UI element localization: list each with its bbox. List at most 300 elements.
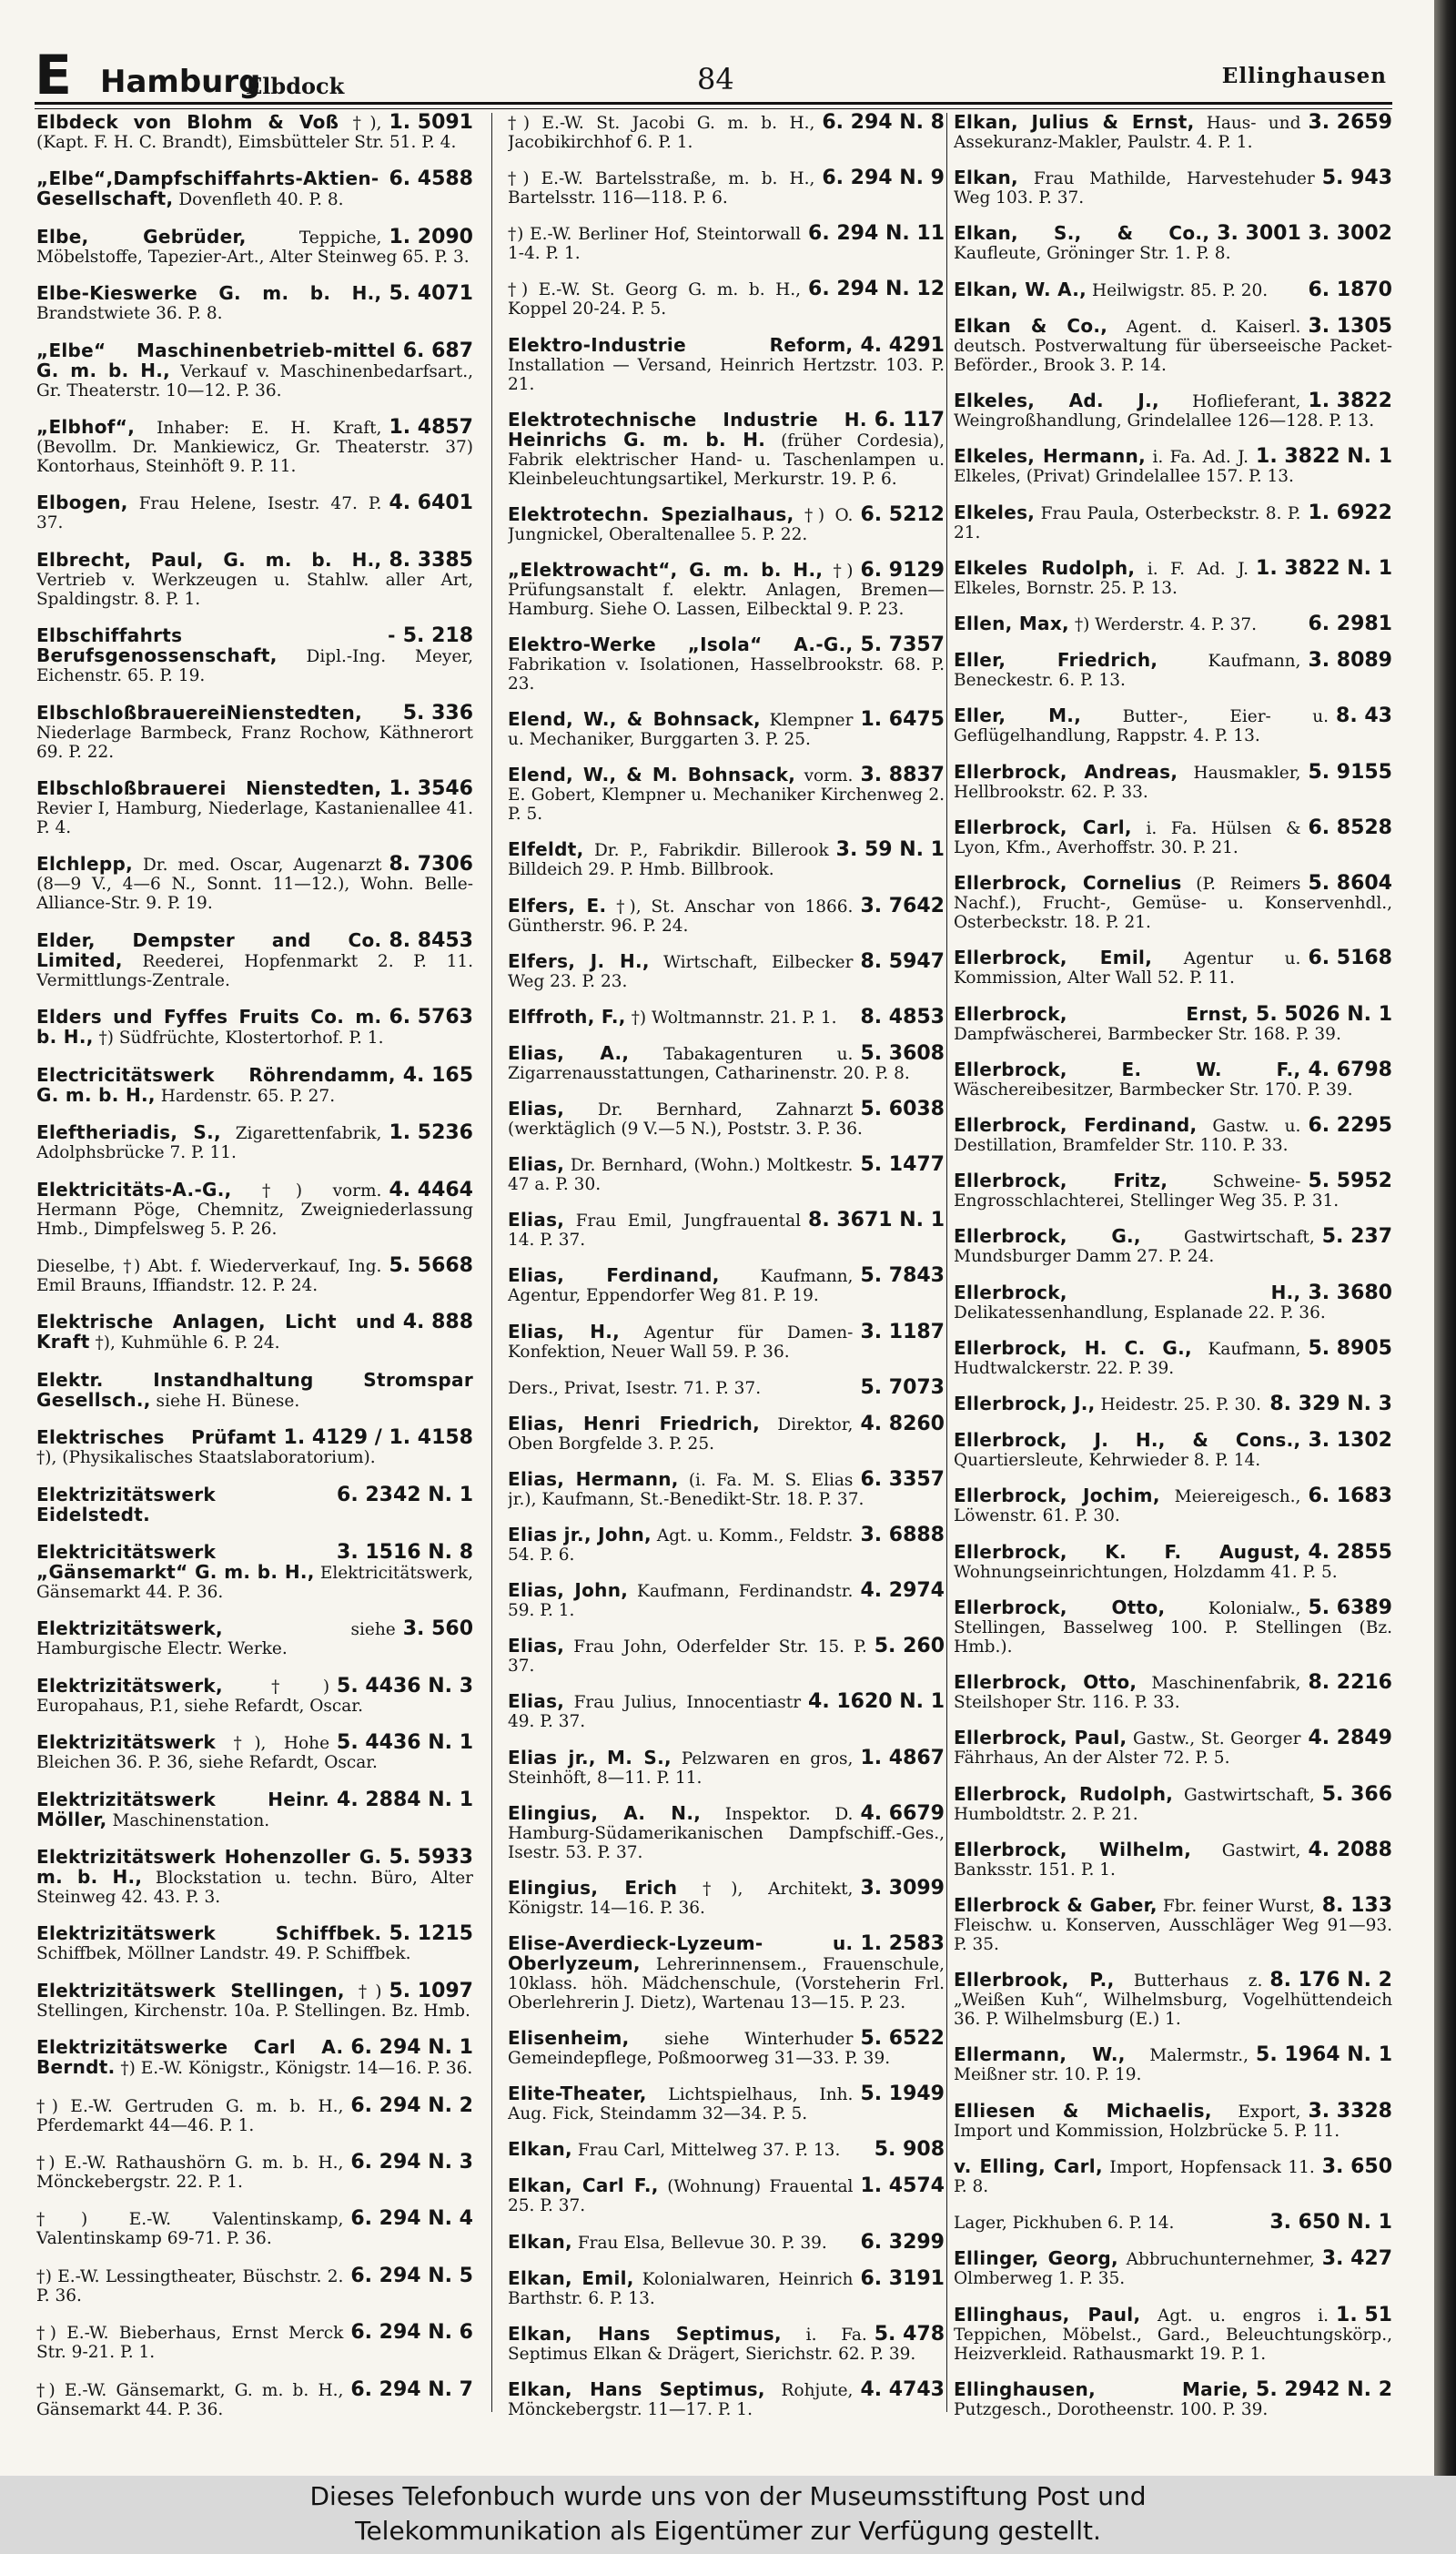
directory-entry	[36, 701, 473, 762]
last-entry-word: Ellinghausen	[1221, 64, 1387, 88]
directory-column-2	[508, 113, 945, 2419]
directory-entry	[36, 1123, 473, 1162]
directory-entry	[508, 1414, 945, 1454]
entry-name: Ellerbrock, J. H., & Cons.,	[954, 1429, 1301, 1452]
directory-entry	[508, 502, 945, 544]
phone-number: 8. 133	[1321, 1894, 1392, 1917]
directory-column-3	[954, 113, 1392, 2419]
entry-details: siehe Hamburgische Electr. Werke.	[36, 1620, 396, 1659]
entry-details: Installation — Versand, Heinrich Hertzstr. 103. P. 21.	[508, 355, 945, 394]
entry-details: Kaufmann, Hudtwalckerstr. 22. P. 39.	[954, 1339, 1301, 1378]
phone-number: 3. 3099	[860, 1876, 945, 1900]
entry-details: Dampfwäscherei, Barmbecker Str. 168. P. 39.	[954, 1024, 1341, 1044]
phone-number: 8. 43	[1336, 704, 1392, 728]
entry-details: †) E.-W. Gänsemarkt, G. m. b. H., Gänsemarkt 44. P. 36.	[36, 2380, 344, 2419]
directory-entry	[36, 1312, 473, 1353]
directory-entry	[954, 651, 1392, 690]
phone-number: 3. 1516 N. 8	[337, 1540, 473, 1564]
entry-details: siehe H. Bünese.	[156, 1391, 300, 1411]
directory-entry	[508, 1041, 945, 1083]
directory-entry	[954, 1113, 1392, 1155]
entry-name: Elbschiffahrts - Berufsgenossenschaft,	[36, 624, 396, 667]
phone-number: 6. 294 N. 5	[350, 2264, 473, 2287]
phone-number: 1. 4867	[860, 1746, 945, 1769]
directory-entry	[36, 1733, 473, 1772]
entry-details: Butterhaus z. „Weißen Kuh“, Wilhelmsburg, Vogelhüttendeich 36. P. Wilhelmsburg (E.) 1.	[954, 1971, 1392, 2030]
footer-line-2: Telekommunikation als Eigentümer zur Verfügung gestellt.	[355, 2516, 1101, 2546]
directory-entry	[954, 314, 1392, 375]
directory-entry	[36, 225, 473, 267]
entry-name: v. Elling, Carl,	[954, 2154, 1103, 2177]
phone-number: 6. 5763	[389, 1006, 473, 1029]
phone-number: 6. 3299	[860, 2230, 945, 2254]
directory-entry	[508, 1320, 945, 1362]
entry-name: Elbe-Kieswerke G. m. b. H.,	[36, 282, 382, 305]
entry-name: „Elbe“ Maschinenbetrieb-mittel G. m. b. H.,	[36, 339, 396, 381]
phone-number: 6. 5168	[1308, 947, 1392, 970]
column-divider	[946, 113, 947, 2412]
entry-details: Schiffbek, Möllner Landstr. 49. P. Schiffbek.	[36, 1944, 411, 1964]
directory-entry	[954, 224, 1392, 263]
entry-name: Elias, John,	[508, 1579, 629, 1602]
entry-details: Kolonialw., Stellingen, Basselweg 100. P. Stellingen (Bz. Hmb.).	[954, 1598, 1392, 1657]
directory-entry	[954, 1840, 1392, 1880]
directory-entry	[508, 113, 945, 152]
entry-name: Elkan, S., & Co.,	[954, 222, 1210, 245]
directory-entry	[36, 1790, 473, 1830]
directory-entry	[36, 855, 473, 913]
entry-name: Elbe, Gebrüder,	[36, 225, 247, 248]
entry-name: Elkeles Rudolph,	[954, 556, 1136, 579]
phone-number: 8. 2216	[1308, 1671, 1392, 1695]
entry-details: †) Südfrüchte, Klostertorhof. P. 1.	[98, 1029, 384, 1049]
entry-name: Ellerbrock, H. C. G.,	[954, 1336, 1192, 1359]
entry-details: Dr. Bernhard, (Wohn.) Moltkestr. 47 a. P. 30.	[508, 1156, 854, 1195]
phone-number: 5. 4436 N. 1	[337, 1731, 473, 1755]
entry-name: Ellerbrock, Otto,	[954, 1596, 1166, 1618]
phone-number: 3. 650	[1321, 2154, 1392, 2178]
directory-entry	[36, 548, 473, 609]
phone-number: 5. 908	[874, 2138, 945, 2162]
phone-number: 5. 336	[402, 701, 473, 725]
phone-number: 8. 5947	[860, 949, 945, 973]
phone-number: 5. 8604	[1308, 872, 1392, 896]
entry-details: Frau Mathilde, Harvestehuder Weg 103. P. 37.	[954, 169, 1315, 208]
entry-details: Kaufmann, Ferdinandstr. 59. P. 1.	[508, 1582, 854, 1621]
entry-name: Ellinger, Georg,	[954, 2247, 1118, 2270]
entry-details: Schweine-Engrosschlachterei, Stellinger Weg 35. P. 31.	[954, 1172, 1340, 1211]
directory-entry	[36, 1008, 473, 1048]
phone-number: 3. 59 N. 1	[835, 838, 945, 862]
directory-column-1	[36, 113, 473, 2419]
entry-name: Elingius, A. N.,	[508, 1801, 702, 1824]
phone-number: 5. 260	[874, 1635, 945, 1658]
entry-name: Ellinghaus, Paul,	[954, 2303, 1141, 2326]
directory-entry	[508, 1375, 945, 1399]
phone-number: 4. 6401	[389, 492, 473, 515]
entry-name: Elektr. Instandhaltung Stromspar Gesellsch.,	[36, 1368, 473, 1411]
entry-details: Dr. Bernhard, Zahnarzt (werktäglich (9 V.—5 N.), Poststr. 3. P. 36.	[508, 1100, 863, 1139]
entry-details: Agt. u. Komm., Feldstr. 54. P. 6.	[508, 1526, 854, 1565]
entry-name: Elektrische Anlagen, Licht und Kraft	[36, 1311, 396, 1353]
entry-name: Elkan, W. A.,	[954, 278, 1087, 300]
phone-number: 4. 2088	[1308, 1838, 1392, 1861]
phone-number: 6. 9129	[860, 558, 945, 582]
phone-number: 3. 3001 3. 3002	[1217, 222, 1392, 246]
directory-entry	[508, 279, 945, 319]
phone-number: 3. 2659	[1308, 113, 1392, 134]
directory-entry	[36, 1924, 473, 1963]
phone-number: 6. 294 N. 7	[350, 2377, 473, 2401]
entry-name: Ellerbrock & Gaber,	[954, 1894, 1158, 1916]
phone-number: 3. 560	[402, 1617, 473, 1641]
directory-entry	[954, 1227, 1392, 1266]
entry-details: †), Kuhmühle 6. P. 24.	[95, 1333, 280, 1353]
directory-entry	[36, 493, 473, 532]
entry-details: Haus- und Assekuranz-Makler, Paulstr. 4. P. 1.	[954, 114, 1301, 152]
entry-details: i. Fa. Septimus Elkan & Drägert, Sierichstr. 62. P. 39.	[508, 2325, 916, 2364]
entry-details: Maschinenfabrik, Steilshoper Str. 116. P. 33.	[954, 1674, 1301, 1713]
phone-number: 4. 2855	[1308, 1540, 1392, 1564]
phone-number: 5. 1477	[860, 1153, 945, 1177]
entry-details: (P. Reimers Nachf.), Frucht-, Gemüse- u. Konservenhdl., Osterbeckstr. 18. P. 21.	[954, 875, 1392, 933]
entry-details: Delikatessenhandlung, Esplanade 22. P. 36.	[954, 1302, 1326, 1323]
phone-number: 4. 6679	[860, 1801, 945, 1825]
phone-number: 8. 3671 N. 1	[808, 1209, 945, 1232]
directory-entry	[36, 2038, 473, 2078]
directory-entry	[36, 1540, 473, 1602]
entry-details: vorm. E. Gobert, Klempner u. Mechaniker Kirchenweg 2. P. 5.	[508, 766, 945, 825]
entry-name: Elektrizitätswerk Hohenzoller G. m. b. H.,	[36, 1845, 382, 1888]
phone-number: 5. 6389	[1308, 1596, 1392, 1619]
phone-number: 1. 3822	[1308, 390, 1392, 413]
entry-name: Elder, Dempster and Co. Limited,	[36, 928, 382, 971]
phone-number: 5. 1215	[389, 1922, 473, 1946]
entry-details: Dr. med. Oscar, Augenarzt (8—9 V., 4—6 N., Sonnt. 11—12.), Wohn. Belle-Alliance-Str. 9. P. 19.	[36, 856, 473, 914]
phone-number: 1. 6922	[1308, 501, 1392, 524]
entry-details: Lichtspielhaus, Inh. Aug. Fick, Steindamm 32—34. P. 5.	[508, 2085, 854, 2124]
entry-details: †) Werderstr. 4. P. 37.	[1074, 614, 1258, 634]
directory-entry	[954, 503, 1392, 542]
entry-details: Ders., Privat, Isestr. 71. P. 37.	[508, 1378, 762, 1398]
entry-details: (Wohnung) Frauental 25. P. 37.	[508, 2177, 854, 2216]
entry-name: Elkan, Julius & Ernst,	[954, 113, 1195, 133]
directory-entry	[954, 1060, 1392, 1100]
phone-number: 4. 2974	[860, 1579, 945, 1603]
entry-name: Elias jr., John,	[508, 1524, 652, 1546]
header-rule	[35, 102, 1392, 105]
entry-details: Blockstation u. techn. Büro, Alter Steinweg 42. 43. P. 3.	[36, 1868, 473, 1907]
entry-name: Elias,	[508, 1153, 565, 1176]
directory-entry	[954, 1171, 1392, 1211]
directory-entry	[954, 2249, 1392, 2288]
entry-details: Frau Helene, Isestr. 47. P. 37.	[36, 494, 382, 533]
phone-number: 5. 3608	[860, 1041, 945, 1065]
phone-number: 6. 294 N. 8	[822, 113, 945, 134]
city-title: Hamburg	[100, 64, 261, 100]
entry-details: †), Architekt, Königstr. 14—16. P. 36.	[508, 1879, 854, 1918]
directory-entry	[954, 1431, 1392, 1470]
entry-name: Ellerbrock, Ferdinand,	[954, 1113, 1198, 1136]
entry-details: †), (Kapt. F. H. C. Brandt), Eimsbütteler Str. 51. P. 4.	[36, 114, 457, 152]
phone-number: 5. 7843	[860, 1264, 945, 1288]
phone-number: 1. 3822 N. 1	[1256, 556, 1392, 580]
directory-entry	[954, 2303, 1392, 2364]
directory-entry	[508, 2322, 945, 2364]
entry-details: Agentur u. Kommission, Alter Wall 52. P. 11.	[954, 949, 1301, 988]
entry-details: (früher Cordesia), Fabrik elektrischer Hand- u. Taschenlampen u. Kleinbeleuchtungsartikel, Merkurstr. 19. P. 6.	[508, 431, 945, 489]
entry-name: Elise-Averdieck-Lyzeum- u. Oberlyzeum,	[508, 1931, 854, 1974]
phone-number: 6. 294 N. 6	[350, 2321, 473, 2345]
entry-details: Teppiche, Möbelstoffe, Tapezier-Art., Alter Steinweg 65. P. 3.	[36, 228, 470, 267]
directory-entry	[36, 169, 473, 209]
entry-name: Ellinghausen, Marie,	[954, 2377, 1249, 2400]
entry-name: Elias,	[508, 1635, 565, 1657]
phone-number: 6. 294 N. 3	[350, 2151, 473, 2174]
entry-details: Gastwirt, Banksstr. 151. P. 1.	[954, 1840, 1301, 1880]
phone-number: 5. 9155	[1308, 760, 1392, 784]
directory-entry	[36, 1674, 473, 1716]
entry-name: Elias, Henri Friedrich,	[508, 1412, 760, 1434]
entry-name: Ellerbrock, Emil,	[954, 947, 1153, 969]
entry-details: Pelzwaren en gros, Steinhöft, 8—11. P. 11.	[508, 1748, 854, 1788]
entry-name: Elisenheim,	[508, 2027, 630, 2049]
entry-details: Vertrieb v. Werkzeugen u. Stahlw. aller Art, Spaldingstr. 8. P. 1.	[36, 570, 473, 609]
entry-details: †) Prüfungsanstalt f. elektr. Anlagen, Bremen—Hamburg. Siehe O. Lassen, Eilbecktal 9. P. 23.	[508, 561, 945, 619]
phone-number: 5. 7073	[860, 1375, 945, 1399]
entry-details: Inspektor. D. Hamburg-Südamerikanischen Dampfschiff.-Ges., Isestr. 53. P. 37.	[508, 1804, 945, 1862]
entry-name: Ellerbrock, J.,	[954, 1393, 1096, 1415]
entry-name: Eller, Friedrich,	[954, 649, 1158, 672]
directory-entry	[36, 1428, 473, 1467]
phone-number: 6. 294 N. 1	[350, 2036, 473, 2060]
entry-name: Elingius, Erich	[508, 1876, 678, 1899]
phone-number: 6. 687	[402, 339, 473, 362]
entry-details: Gastwirtschaft, Humboldtstr. 2. P. 21.	[954, 1785, 1315, 1824]
directory-entry	[954, 818, 1392, 857]
entry-name: Elkeles, Hermann,	[954, 445, 1146, 468]
entry-name: Elias,	[508, 1690, 565, 1713]
directory-entry	[954, 874, 1392, 932]
phone-number: 5. 1949	[860, 2083, 945, 2106]
phone-number: 5. 943	[1321, 167, 1392, 190]
phone-number: 3. 1187	[860, 1320, 945, 1343]
phone-number: 6. 294 N. 2	[350, 2093, 473, 2117]
entry-name: ElbschloßbrauereiNienstedten,	[36, 701, 362, 724]
directory-entry	[36, 1253, 473, 1295]
entry-details: Direktor, Oben Borgfelde 3. P. 25.	[508, 1414, 854, 1454]
entry-details: Kaufmann, Beneckestr. 6. P. 13.	[954, 652, 1301, 691]
entry-name: Elektro-Werke „Isola“ A.-G.,	[508, 633, 854, 655]
directory-entry	[508, 1467, 945, 1509]
entry-name: Elfers, E.	[508, 894, 607, 917]
phone-number: 5. 6522	[860, 2027, 945, 2050]
entry-details: Quartiersleute, Kehrwieder 8. P. 14.	[954, 1451, 1261, 1471]
entry-name: Elektrizitätswerk Eidelstedt.	[36, 1483, 216, 1525]
directory-entry	[36, 1368, 473, 1411]
phone-number: 4. 888	[402, 1311, 473, 1334]
directory-entry	[36, 928, 473, 990]
phone-number: 1. 4574	[860, 2174, 945, 2198]
entry-details: i. F. Ad. J. Elkeles, Bornstr. 25. P. 13.	[954, 559, 1249, 598]
directory-entry	[954, 614, 1392, 634]
entry-name: Eleftheriadis, S.,	[36, 1121, 221, 1144]
directory-entry	[954, 1002, 1392, 1044]
entry-details: Dipl.-Ing. Meyer, Eichenstr. 65. P. 19.	[36, 647, 473, 686]
first-entry-word: Elbdock	[246, 73, 345, 99]
directory-entry	[954, 2213, 1392, 2233]
entry-name: Elkan, Emil,	[508, 2266, 634, 2289]
entry-name: Elkan, Hans Septimus,	[508, 2377, 765, 2400]
entry-name: Elektricitätswerk „Gänsemarkt“ G. m. b. H.,	[36, 1540, 315, 1583]
phone-number: 1. 4857	[389, 416, 473, 440]
phone-number: 3. 8837	[860, 764, 945, 787]
entry-details: Gastwirtschaft, Mundsburger Damm 27. P. 24.	[954, 1228, 1315, 1267]
phone-number: 5. 237	[1321, 1225, 1392, 1249]
entry-name: Elias, H.,	[508, 1320, 621, 1343]
entry-name: Ellerbrock, G.,	[954, 1225, 1141, 1248]
phone-number: 5. 218	[402, 624, 473, 648]
directory-entry	[36, 1178, 473, 1239]
phone-number: 3. 427	[1321, 2247, 1392, 2271]
phone-number: 4. 8260	[860, 1412, 945, 1435]
entry-details: †) O. Jungnickel, Oberaltenallee 5. P. 22.	[508, 505, 854, 544]
directory-entry	[508, 1525, 945, 1565]
entry-details: Wohnungseinrichtungen, Holzdamm 41. P. 5.	[954, 1562, 1338, 1582]
entry-name: Elite-Theater,	[508, 2083, 647, 2105]
entry-name: Elkan, Hans Septimus,	[508, 2322, 782, 2345]
directory-entry	[954, 1896, 1392, 1954]
directory-entry	[954, 168, 1392, 208]
entry-name: Elektrizitätswerk Heinr. Möller,	[36, 1788, 330, 1830]
directory-entry	[508, 2029, 945, 2068]
entry-name: Elkan, Carl F.,	[508, 2174, 659, 2197]
entry-details: †), (Physikalisches Staatslaboratorium).	[36, 1448, 376, 1468]
phone-number: 3. 6888	[860, 1524, 945, 1546]
entry-details: Meiereigesch., Löwenstr. 61. P. 30.	[954, 1487, 1301, 1526]
phone-number: 5. 7357	[860, 633, 945, 656]
entry-name: Elkan,	[954, 167, 1018, 189]
entry-name: Elkan & Co.,	[954, 314, 1108, 337]
entry-details: Elektricitätswerk, Gänsemarkt 44. P. 36.	[36, 1563, 473, 1602]
phone-number: 6. 5212	[860, 502, 945, 526]
entry-name: Electricitätswerk Röhrendamm, G. m. b. H.,	[36, 1063, 396, 1106]
entry-details: Hausmakler, Hellbrookstr. 62. P. 33.	[954, 763, 1301, 802]
entry-details: Agt. u. engros i. Teppichen, Möbelst., Gard., Beleuchtungskörp., Heizverkleid. Rathausmarkt 19. P. 1.	[954, 2306, 1392, 2364]
entry-name: Elend, W., & M. Bohnsack,	[508, 764, 796, 786]
directory-entry	[954, 2377, 1392, 2419]
entry-details: †) Woltmannstr. 21. P. 1.	[631, 1008, 837, 1028]
entry-name: Elfers, J. H.,	[508, 949, 650, 972]
entry-details: Dr. P., Fabrikdir. Billerook Billdeich 29. P. Hmb. Billbrook.	[508, 841, 829, 880]
entry-name: Ellerbrock, Carl,	[954, 816, 1132, 838]
entry-details: Maschinenstation.	[112, 1810, 270, 1830]
entry-details: i. Fa. Ad. J. Elkeles, (Privat) Grindelallee 157. P. 13.	[954, 448, 1294, 487]
header-rule-thin	[35, 108, 1392, 109]
entry-details: Revier I, Hamburg, Niederlage, Kastanienallee 41. P. 4.	[36, 799, 473, 838]
directory-entry	[954, 1283, 1392, 1323]
entry-name: Elend, W., & Bohnsack,	[508, 708, 761, 731]
phone-number: 6. 294 N. 11	[808, 222, 945, 246]
directory-entry	[508, 1637, 945, 1676]
entry-details: Niederlage Barmbeck, Franz Rochow, Käthnerort 69. P. 22.	[36, 723, 473, 762]
phone-number: 4. 2849	[1308, 1727, 1392, 1750]
phone-number: 6. 1870	[1308, 278, 1392, 301]
entry-name: Elbschloßbrauerei Nienstedten,	[36, 777, 382, 800]
directory-entry	[36, 1845, 473, 1907]
phone-number: 3. 8089	[1308, 649, 1392, 673]
phone-number: 6. 117	[874, 408, 945, 431]
entry-name: Elchlepp,	[36, 853, 133, 876]
directory-entry	[36, 2323, 473, 2362]
entry-details: †) E.-W. Berliner Hof, Steintorwall 1-4. P. 1.	[508, 225, 802, 264]
phone-number: 6. 4588	[389, 167, 473, 191]
directory-entry	[508, 1581, 945, 1620]
phone-number: 6. 2981	[1308, 612, 1392, 635]
entry-details: †), St. Anschar von 1866. Güntherstr. 96. P. 24.	[508, 897, 854, 936]
phone-number: 5. 5026 N. 1	[1256, 1002, 1392, 1026]
phone-number: 3. 3680	[1308, 1281, 1392, 1304]
entry-name: Elias jr., M. S.,	[508, 1746, 672, 1769]
entry-name: Ellerbrock, Fritz,	[954, 1170, 1168, 1192]
entry-name: Elkeles, Ad. J.,	[954, 390, 1159, 412]
phone-number: 6. 3357	[860, 1467, 945, 1491]
directory-entry	[36, 2153, 473, 2192]
directory-entry	[36, 1981, 473, 2021]
entry-name: Elektrizitätswerke Carl A. Berndt.	[36, 2036, 344, 2079]
phone-number: 1. 3546	[389, 777, 473, 801]
directory-entry	[36, 779, 473, 837]
directory-entry	[508, 558, 945, 619]
entry-name: Elliesen & Michaelis,	[954, 2099, 1212, 2122]
directory-entry	[954, 2045, 1392, 2084]
entry-details: Wirtschaft, Eilbecker Weg 23. P. 23.	[508, 952, 854, 991]
phone-number: 8. 4853	[860, 1005, 945, 1029]
directory-entry	[508, 765, 945, 824]
entry-details: Hardenstr. 65. P. 27.	[160, 1086, 336, 1106]
entry-details: Lehrerinnensem., Frauenschule, 10klass. höh. Mädchenschule, (Vorsteherin Frl. Oberlehrerin J. Dietz), Wartenau 13—15. P. 23.	[508, 1954, 945, 2012]
phone-number: 4. 165	[402, 1063, 473, 1087]
column-divider	[491, 113, 492, 2412]
phone-number: 6. 294 N. 12	[808, 278, 945, 301]
directory-entry	[36, 418, 473, 476]
entry-details: Tabakagenturen u. Zigarrenausstattungen, Catharinenstr. 20. P. 8.	[508, 1044, 910, 1083]
phone-number: 8. 7306	[389, 853, 473, 877]
phone-number: 6. 2295	[1308, 1113, 1392, 1137]
entry-details: Export, Import und Kommission, Holzbrücke 5. P. 11.	[954, 2102, 1340, 2141]
directory-entry	[508, 1211, 945, 1250]
phone-number: 3. 7642	[860, 894, 945, 917]
phone-number: 6. 8528	[1308, 816, 1392, 839]
entry-name: Elektrizitätswerk Schiffbek.	[36, 1922, 382, 1945]
directory-entry	[508, 1005, 945, 1029]
entry-details: Klempner u. Mechaniker, Burggarten 3. P. 25.	[508, 711, 854, 750]
directory-entry	[508, 2084, 945, 2123]
directory-entry	[954, 1728, 1392, 1768]
directory-entry	[954, 2099, 1392, 2141]
phone-number: 1. 5236	[389, 1121, 473, 1145]
entry-details: Fbr. feiner Wurst, Fleischw. u. Konserven, Ausschläger Weg 91—93. P. 35.	[954, 1897, 1392, 1954]
phone-number: 4. 2884 N. 1	[337, 1788, 473, 1811]
directory-entry	[36, 113, 473, 152]
entry-details: Fabrikation v. Isolationen, Hasselbrookstr. 68. P. 23.	[508, 655, 945, 694]
phone-number: 6. 3191	[860, 2266, 945, 2290]
phone-number: 4. 4291	[860, 333, 945, 357]
entry-name: Eller, M.,	[954, 704, 1082, 727]
entry-name: Elektrisches Prüfamt	[36, 1426, 277, 1449]
entry-name: Elektrizitätswerk Stellingen,	[36, 1979, 345, 2002]
entry-name: Elektricitäts-A.-G.,	[36, 1178, 232, 1201]
